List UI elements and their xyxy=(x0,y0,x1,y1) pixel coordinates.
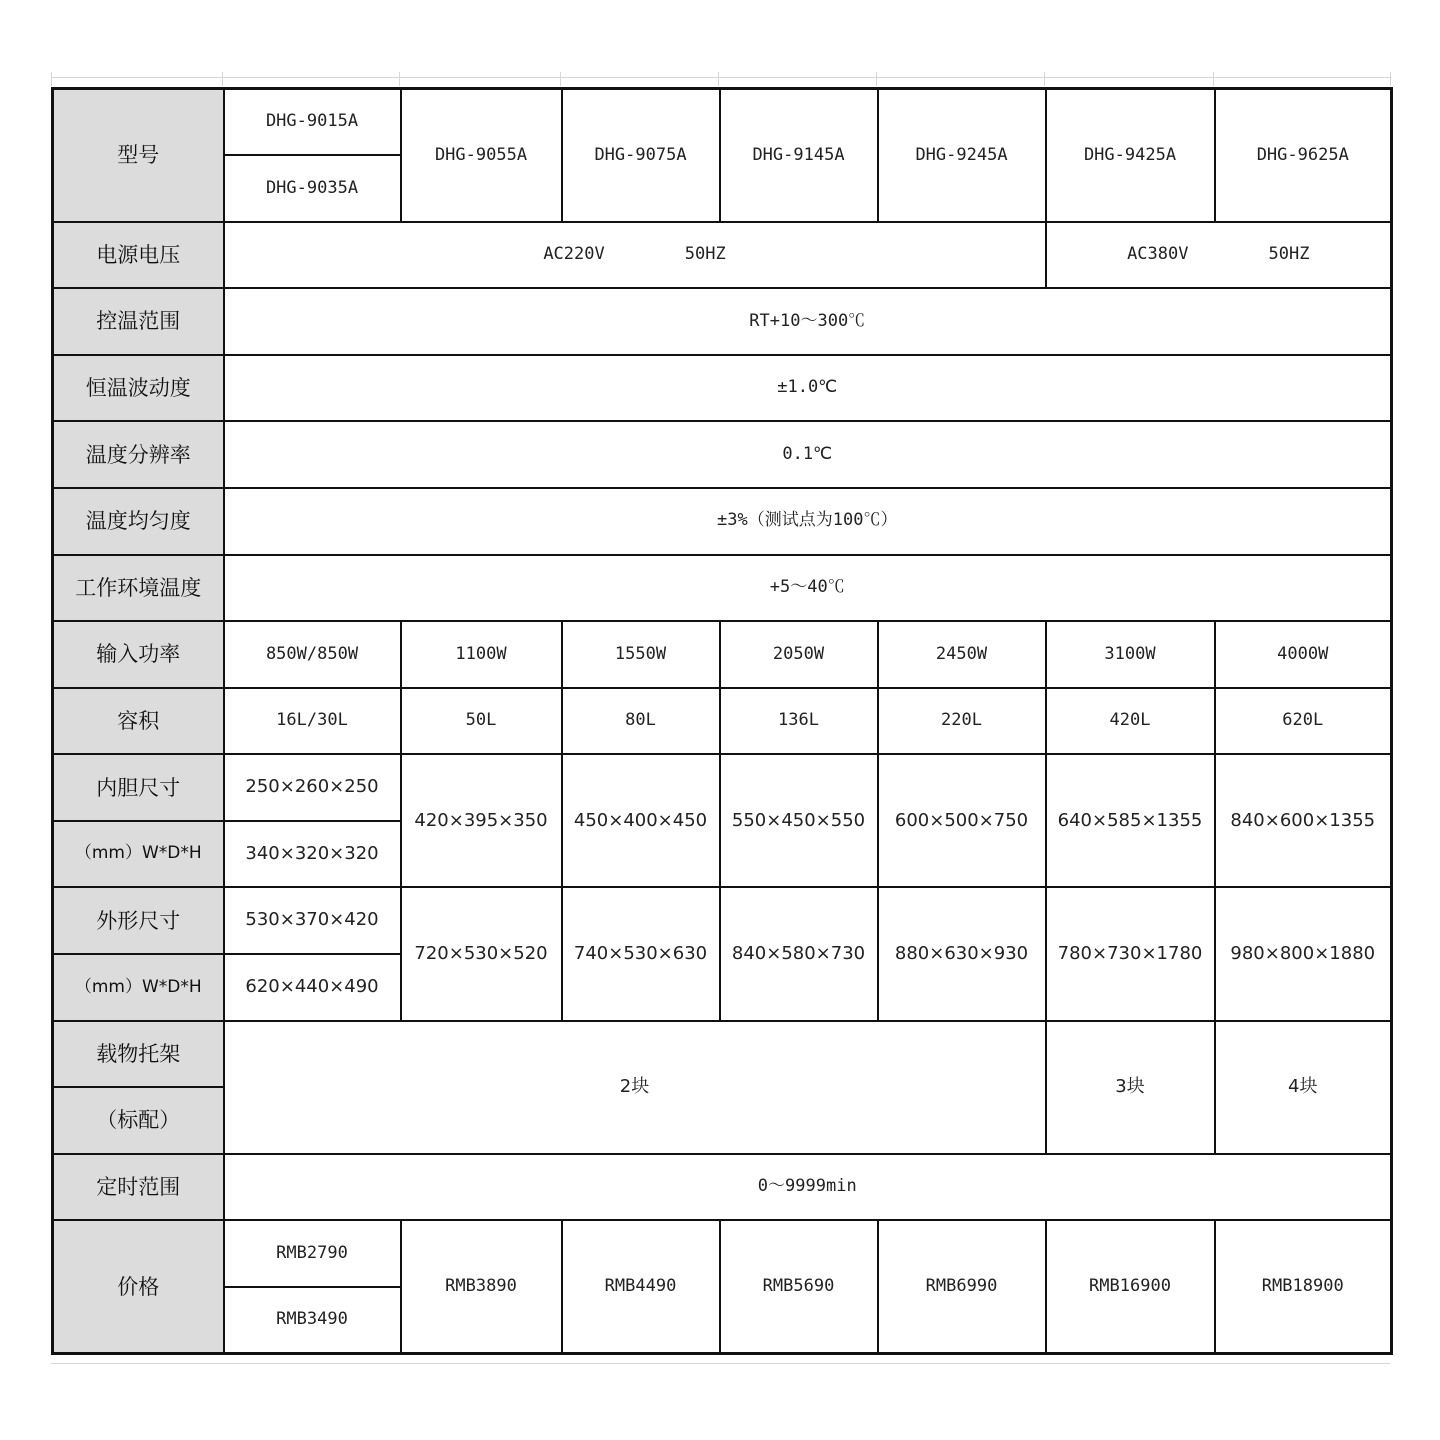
model-cell: DHG-9625A xyxy=(1215,89,1392,222)
row-label-outer-size-unit: （mm）W*D*H xyxy=(53,954,224,1021)
power-cell: 4000W xyxy=(1215,621,1392,688)
row-label-outer-size: 外形尺寸 xyxy=(53,887,224,954)
temp-fluctuation-value: ±1.0℃ xyxy=(224,355,1392,422)
frequency-value: 50HZ xyxy=(684,244,726,265)
power-cell: 2450W xyxy=(878,621,1046,688)
outer-size-cell: 530×370×420 xyxy=(224,887,401,954)
outer-size-cell: 740×530×630 xyxy=(562,887,720,1020)
table-row xyxy=(53,754,1392,821)
ambient-temp-value: +5～40℃ xyxy=(224,555,1392,622)
shelves-cell: 4块 xyxy=(1215,1021,1392,1154)
table-row xyxy=(53,887,1392,954)
inner-size-cell: 840×600×1355 xyxy=(1215,754,1392,887)
row-label-model: 型号 xyxy=(53,89,224,222)
row-label-shelves-standard: （标配） xyxy=(53,1087,224,1154)
temp-resolution-value: 0.1℃ xyxy=(224,421,1392,488)
inner-size-cell: 340×320×320 xyxy=(224,821,401,888)
model-cell: DHG-9425A xyxy=(1046,89,1215,222)
price-cell: RMB3490 xyxy=(224,1287,401,1354)
voltage-cell-380 xyxy=(1046,222,1392,289)
model-cell: DHG-9055A xyxy=(401,89,562,222)
table-row xyxy=(53,555,1392,622)
row-label-volume: 容积 xyxy=(53,688,224,755)
row-label-inner-size: 内胆尺寸 xyxy=(53,754,224,821)
model-cell: DHG-9145A xyxy=(720,89,878,222)
table-row xyxy=(53,222,1392,289)
volume-cell: 220L xyxy=(878,688,1046,755)
voltage-value: AC220V xyxy=(543,244,605,265)
table-row xyxy=(53,1154,1392,1221)
power-cell: 1100W xyxy=(401,621,562,688)
price-cell: RMB4490 xyxy=(562,1220,720,1353)
shelves-cell: 3块 xyxy=(1046,1021,1215,1154)
outer-size-cell: 620×440×490 xyxy=(224,954,401,1021)
row-label-power-voltage: 电源电压 xyxy=(53,222,224,289)
temp-uniformity-value: ±3%（测试点为100℃） xyxy=(224,488,1392,555)
volume-cell: 16L/30L xyxy=(224,688,401,755)
price-cell: RMB2790 xyxy=(224,1220,401,1287)
outer-size-cell: 880×630×930 xyxy=(878,887,1046,1020)
table-row xyxy=(53,621,1392,688)
row-label-shelves: 载物托架 xyxy=(53,1021,224,1088)
power-cell: 3100W xyxy=(1046,621,1215,688)
table-row xyxy=(53,421,1392,488)
frequency-value: 50HZ xyxy=(1268,244,1310,265)
row-label-input-power: 输入功率 xyxy=(53,621,224,688)
volume-cell: 620L xyxy=(1215,688,1392,755)
outer-size-cell: 720×530×520 xyxy=(401,887,562,1020)
row-label-temp-uniformity: 温度均匀度 xyxy=(53,488,224,555)
price-cell: RMB16900 xyxy=(1046,1220,1215,1353)
row-label-temp-range: 控温范围 xyxy=(53,288,224,355)
inner-size-cell: 450×400×450 xyxy=(562,754,720,887)
spec-table xyxy=(51,87,1393,1355)
row-label-inner-size-unit: （mm）W*D*H xyxy=(53,821,224,888)
row-label-ambient-temp: 工作环境温度 xyxy=(53,555,224,622)
price-cell: RMB18900 xyxy=(1215,1220,1392,1353)
volume-cell: 420L xyxy=(1046,688,1215,755)
table-row xyxy=(53,688,1392,755)
inner-size-cell: 600×500×750 xyxy=(878,754,1046,887)
model-cell: DHG-9245A xyxy=(878,89,1046,222)
power-cell: 2050W xyxy=(720,621,878,688)
power-cell: 1550W xyxy=(562,621,720,688)
table-row xyxy=(53,1220,1392,1287)
table-row xyxy=(53,1021,1392,1088)
row-label-timer: 定时范围 xyxy=(53,1154,224,1221)
table-row xyxy=(53,89,1392,156)
inner-size-cell: 420×395×350 xyxy=(401,754,562,887)
inner-size-cell: 550×450×550 xyxy=(720,754,878,887)
outer-size-cell: 840×580×730 xyxy=(720,887,878,1020)
row-label-temp-fluctuation: 恒温波动度 xyxy=(53,355,224,422)
temp-range-value: RT+10～300℃ xyxy=(224,288,1392,355)
table-row xyxy=(53,355,1392,422)
outer-size-cell: 780×730×1780 xyxy=(1046,887,1215,1020)
row-label-temp-resolution: 温度分辨率 xyxy=(53,421,224,488)
volume-cell: 80L xyxy=(562,688,720,755)
volume-cell: 136L xyxy=(720,688,878,755)
volume-cell: 50L xyxy=(401,688,562,755)
price-cell: RMB5690 xyxy=(720,1220,878,1353)
timer-value: 0～9999min xyxy=(224,1154,1392,1221)
shelves-cell: 2块 xyxy=(224,1021,1046,1154)
model-cell: DHG-9075A xyxy=(562,89,720,222)
power-cell: 850W/850W xyxy=(224,621,401,688)
outer-size-cell: 980×800×1880 xyxy=(1215,887,1392,1020)
price-cell: RMB3890 xyxy=(401,1220,562,1353)
price-cell: RMB6990 xyxy=(878,1220,1046,1353)
table-row xyxy=(53,288,1392,355)
voltage-value: AC380V xyxy=(1127,244,1189,265)
row-label-price: 价格 xyxy=(53,1220,224,1353)
model-cell: DHG-9035A xyxy=(224,155,401,222)
voltage-cell-220 xyxy=(224,222,1046,289)
table-row xyxy=(53,488,1392,555)
inner-size-cell: 250×260×250 xyxy=(224,754,401,821)
inner-size-cell: 640×585×1355 xyxy=(1046,754,1215,887)
model-cell: DHG-9015A xyxy=(224,89,401,156)
